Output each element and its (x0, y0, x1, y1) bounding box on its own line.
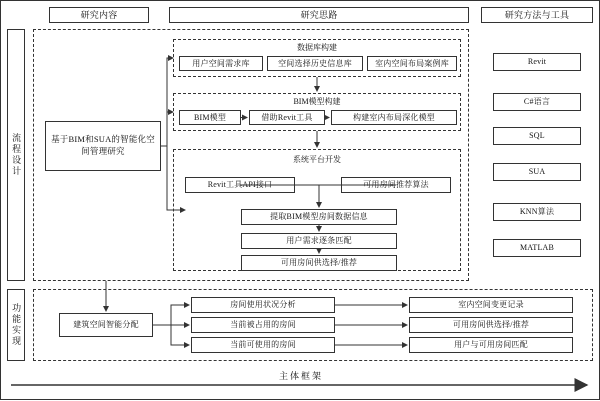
side-label-process (7, 29, 25, 281)
bim-model-group-title: BIM模型构建 (293, 96, 341, 106)
tool-csharp: C#语言 (493, 93, 581, 111)
footer-label: 主体框架 (278, 371, 323, 381)
db-space-selection-history: 空间选择历史信息库 (267, 56, 363, 71)
indoor-layout-model-box: 构建室内布局深化模型 (331, 110, 457, 125)
bim-model-box: BIM模型 (179, 110, 241, 125)
side-label-function-text: 功能实现 (11, 303, 22, 347)
header-research-approach: 研究思路 (169, 7, 469, 23)
system-platform-title: 系统平台开发 (293, 154, 341, 164)
db-user-space-demand: 用户空间需求库 (179, 56, 263, 71)
revit-api-box: Revit工具API接口 (185, 177, 295, 193)
side-label-function (7, 289, 25, 361)
header-methods-tools: 研究方法与工具 (481, 7, 593, 23)
room-recommend-algorithm-box: 可用房间推荐算法 (341, 177, 451, 193)
available-rooms-box: 当前可使用的房间 (191, 337, 335, 353)
tool-revit: Revit (493, 53, 581, 71)
tool-sua: SUA (493, 163, 581, 181)
space-change-record-box: 室内空间变更记录 (409, 297, 573, 313)
available-room-selection-box: 可用房间供选择/推荐 (409, 317, 573, 333)
side-label-process-text: 流程设计 (11, 133, 22, 177)
match-user-demand-box: 用户需求逐条匹配 (241, 233, 397, 249)
main-topic-box: 基于BIM和SUA的智能化空间管理研究 (45, 121, 161, 171)
database-group-title: 数据库构建 (297, 42, 337, 52)
tool-matlab: MATLAB (493, 239, 581, 257)
smart-allocation-box: 建筑空间智能分配 (59, 313, 153, 337)
user-room-match-box: 用户与可用房间匹配 (409, 337, 573, 353)
extract-bim-room-data-box: 提取BIM模型房间数据信息 (241, 209, 397, 225)
tool-sql: SQL (493, 127, 581, 145)
room-usage-analysis-box: 房间使用状况分析 (191, 297, 335, 313)
tool-knn: KNN算法 (493, 203, 581, 221)
available-room-recommend-box: 可用房间供选择/推荐 (241, 255, 397, 271)
header-research-content: 研究内容 (49, 7, 149, 23)
revit-tool-box: 借助Revit工具 (249, 110, 325, 125)
occupied-rooms-box: 当前被占用的房间 (191, 317, 335, 333)
db-indoor-layout-cases: 室内空间布局案例库 (367, 56, 457, 71)
